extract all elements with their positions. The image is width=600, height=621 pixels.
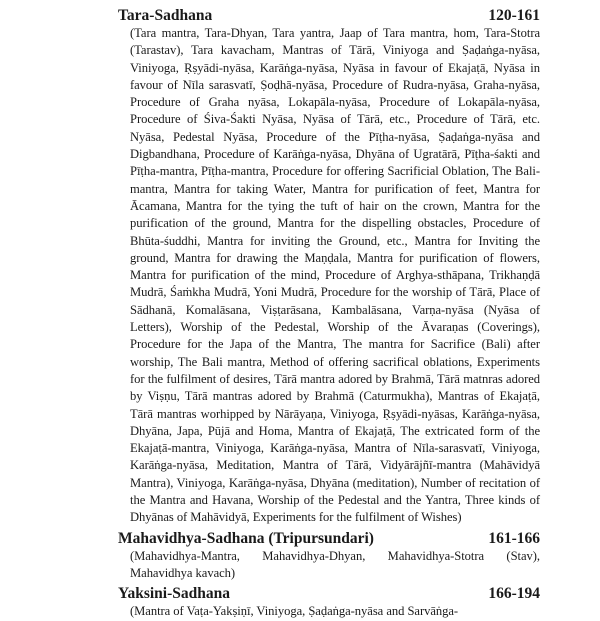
entry-heading [118,584,540,603]
entry-contents: (Mantra of Vaṭa-Yakṣiṇī, Viniyoga, Ṣaḍaṅga-nyāsa and Sarvāṅga- [130,604,459,619]
toc-entry-tara-sadhana [118,6,540,527]
entry-page-range: 161-166 [488,529,540,547]
entry-contents: (Tara mantra, Tara-Dhyan, Tara yantra, Jaap of Tara mantra, hom, Tara-Stotra (Tarastav), Tara kavacham, Mantras of Tārā, Viniyoga and Ṣaḍaṅga-nyāsa, Viniyoga, Ṛṣyādi-nyāsa, Karāṅga-nyāsa, Nyāsa in favour of Ekajaṭā, Nyāsa in favour of Nīla sarasvatī, Ṣoḍhā-nyāsa, Procedure of Rudra-nyāsa, Graha-nyāsa, Procedure of Graha nyāsa, Lokapāla-nyāsa, Procedure of Lokapāla-nyāsa, Procedure of Śiva-Śakti Nyāsa, Nyāsa of Tārā, etc., Procedure of Tārā, etc. Nyāsa, Pedestal Nyāsa, Procedure of the Pīṭha-nyāsa, Ṣaḍaṅga-nyāsa and Digbandhana, Procedure of Karāṅga-nyāsa, Dhyāna of Ugratārā, Pīṭha-śakti and Pīṭha-mantra, Pīṭha-mantra, Procedure for offering Sacrificial Oblation, The Bali-mantra, Mantra for taking Water, Mantra for purification of feet, Mantra for Ācamana, Mantra for the tying the tuft of hair on the crown, Mantra for the purification of the ground, Mantra for the dispelling obstacles, Procedure of Bhūta-śuddhi, Mantra for inviting the Ground, etc., Mantra for Inviting the ground, Mantra for drawing the Maṇḍala, Mantra for purification of flowers, Mantra for purification of the mind, Procedure of Arghya-sthāpana, Trikhaṇḍā Mudrā, Śaṁkha Mudrā, Yoni Mudrā, Procedure for the worship of Tārā, Place of Sādhanā, Komalāsana, Viṣṭarāsana, Kambalāsana, Varṇa-nyāsa (Nyāsa of Letters), Worship of the Pedestal, Worship of the Āvaraṇas (Coverings), Procedure for the Japa of the Mantra, The mantra for Sacrifice (Bali) after worship, The Bali mantra, Method of offering sacrifical oblations, Experiments for the fulfilment of desires, Tārā mantra adored by Brahmā, Tārā matnras adored by Viṣṇu, Tārā mantras adored by Brahmā (Caturmukha), Mantras of Ekajaṭā, Tārā mantras worhipped by Nārāyaṇa, Viniyoga, Ṛṣyādi-nyāsas, Karāṅga-nyāsa, Dhyāna, Japa, Pūjā and Homa, Mantra of Ekajaṭā, The extricated form of the Ekajaṭā-mantra, Viniyoga, Karāṅga-nyāsa, Mantra of Nīla-sarasvatī, Viniyoga, Karāṅga-nyāsa, Meditation, Mantra of Tārā, Vidyārājñī-mantra (Mahāvidyā Mantra), Viniyoga, Karāṅga-nyāsa, Dhyāna (meditation), Number of recitation of the Mantra and Havana, Worship of the Pedestal and the Yantra, Three kinds of Dhyānas of Mahāvidyā, Experiments for the fulfilment of Wishes) [130,26,540,525]
entry-page-range: 120-161 [488,7,540,24]
entry-contents: (Mahavidhya-Mantra, Mahavidhya-Dhyan, Mahavidhya-Stotra (Stav), Mahavidhya kavach) [130,548,540,580]
entry-heading [118,529,540,548]
toc-entry-mahavidhya-sadhana [118,529,540,583]
entry-heading [118,6,540,25]
entry-title: Tara-Sadhana [118,7,213,24]
entry-page-range: 166-194 [488,585,540,603]
entry-title: Yaksini-Sadhana [118,585,231,603]
toc-entry-yaksini-sadhana [118,584,540,621]
entry-title: Mahavidhya-Sadhana (Tripursundari) [118,529,374,547]
